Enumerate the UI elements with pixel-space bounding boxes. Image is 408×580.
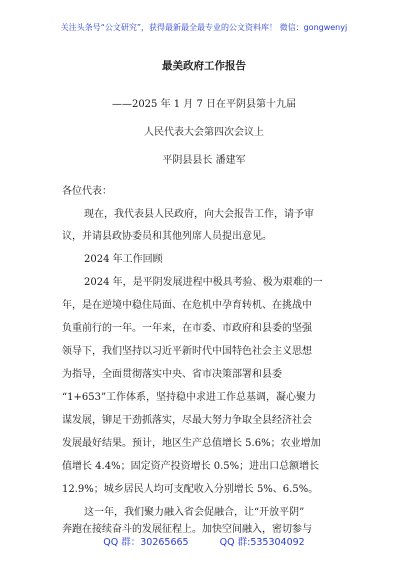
qq-group-1[interactable]: QQ 群：30265665: [103, 537, 189, 548]
paragraph-line: 负重前行的一年。一年来，在市委、市政府和县委的坚强: [62, 323, 312, 334]
paragraph-line: 这一年，我们聚力融入省会促融合，让“开放平阴”: [84, 507, 305, 518]
paragraph-line: 现在，我代表县人民政府，向大会报告工作，请予审: [84, 209, 314, 220]
paragraph-line: 为指导，全面贯彻落实中央、省市决策部署和县委: [62, 369, 282, 380]
subtitle-date-line: ——2025 年 1 月 7 日在平阴县第十九届: [111, 99, 297, 110]
salutation: 各位代表：: [62, 186, 112, 197]
section-heading: 2024 年工作回顾: [84, 254, 163, 265]
paragraph-line: 2024 年，是平阴发展进程中极具考验、极为艰难的一: [84, 277, 323, 288]
paragraph-line: 谋发展，铆足干劲抓落实，尽最大努力争取全县经济社会: [62, 415, 312, 426]
subtitle-author-line: 平阴县县长 潘建军: [162, 155, 246, 166]
subtitle-meeting-line: 人民代表大会第四次会议上: [144, 127, 264, 138]
paragraph-line: 议，并请县政协委员和其他列席人员提出意见。: [62, 231, 272, 242]
promo-banner[interactable]: 关注头条号“公文研究”，获得最新最全最专业的公文资料库！ 微信：gongwenyj: [60, 23, 348, 32]
paragraph-line: 奔跑在接续奋斗的发展征程上。加快空间融入，密切参与: [62, 524, 312, 535]
paragraph-line: 年，是在逆境中稳住局面、在危机中孕育转机、在挑战中: [62, 300, 312, 311]
paragraph-line: 发展最好结果。预计，地区生产总值增长 5.6%；农业增加: [62, 438, 321, 449]
paragraph-line: 值增长 4.4%；固定资产投资增长 0.5%；进出口总额增长: [62, 461, 320, 472]
paragraph-line: “1+653”工作体系，坚持稳中求进工作总基调，凝心聚力: [62, 392, 317, 403]
qq-group-2[interactable]: QQ 群:535304092: [219, 537, 305, 548]
paragraph-line: 领导下，我们坚持以习近平新时代中国特色社会主义思想: [62, 346, 312, 357]
paragraph-line: 12.9%；城乡居民人均可支配收入分别增长 5%、6.5%。: [62, 484, 319, 495]
document-title: 最美政府工作报告: [162, 60, 246, 72]
footer-contact: [0, 534, 408, 548]
